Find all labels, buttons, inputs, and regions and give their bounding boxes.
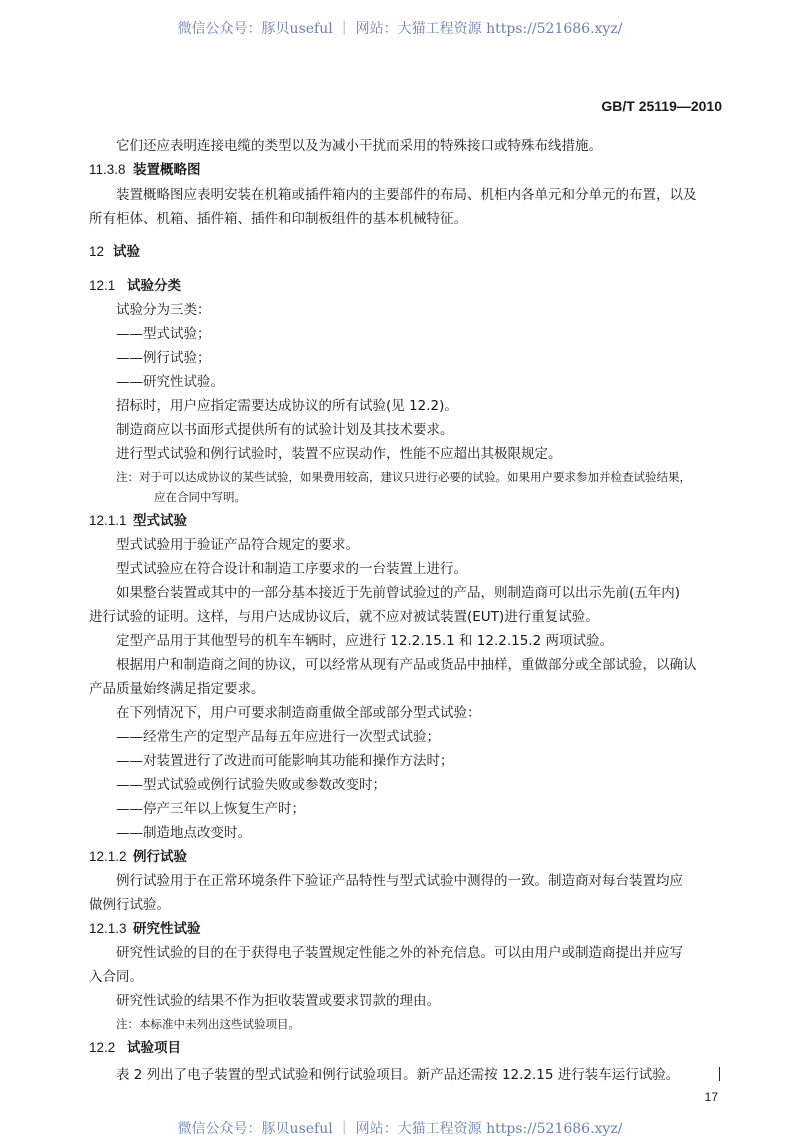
list-item: ——停产三年以上恢复生产时； <box>116 801 305 817</box>
standard-number: GB/T 25119—2010 <box>601 98 722 114</box>
watermark-bottom: 微信公众号：豚贝useful ｜ 网站：大猫工程资源 https://521686.xyz/ <box>177 1121 623 1137</box>
list-item: ——对装置进行了改进而可能影响其功能和操作方法时； <box>116 753 454 769</box>
body-line: 如果整台装置或其中的一部分基本接近于先前曾试验过的产品，则制造商可以出示先前(五年内) <box>116 585 681 601</box>
body-line: 它们还应表明连接电缆的类型以及为减小干扰而采用的特殊接口或特殊布线措施。 <box>116 138 602 154</box>
body-line: 研究性试验的目的在于获得电子装置规定性能之外的补充信息。可以由用户或制造商提出并应写 <box>116 945 683 961</box>
watermark-top: 微信公众号：豚贝useful ｜ 网站：大猫工程资源 https://521686.xyz/ <box>177 21 623 37</box>
note-line: 注：本标准中未列出这些试验项目。 <box>116 1017 300 1031</box>
body-line: 试验分为三类： <box>116 302 211 318</box>
body-line: 招标时，用户应指定需要达成协议的所有试验(见 12.2)。 <box>116 398 458 414</box>
body-line: 例行试验用于在正常环境条件下验证产品特性与型式试验中测得的一致。制造商对每台装置均应 <box>116 873 683 889</box>
body-line: 表 2 列出了电子装置的型式试验和例行试验项目。新产品还需按 12.2.15 进行装车运行试验。 <box>116 1067 680 1083</box>
list-item: ——经常生产的定型产品每五年应进行一次型式试验； <box>116 729 440 745</box>
section-heading-11-3-8: 11.3.8 装置概略图 <box>89 162 201 178</box>
change-bar <box>719 1067 720 1081</box>
section-heading-12-1-2: 12.1.2 例行试验 <box>89 849 187 865</box>
list-item: ——制造地点改变时。 <box>116 825 251 841</box>
note-line: 应在合同中写明。 <box>154 490 246 504</box>
body-line: 型式试验应在符合设计和制造工序要求的一台装置上进行。 <box>116 561 467 577</box>
note-line: 注：对于可以达成协议的某些试验，如果费用较高，建议只进行必要的试验。如果用户要求参加并检查试验结果， <box>116 470 691 484</box>
section-heading-12-1: 12.1 试验分类 <box>89 278 181 294</box>
list-item: ——型式试验； <box>116 326 211 342</box>
body-line: 在下列情况下，用户可要求制造商重做全部或部分型式试验： <box>116 705 481 721</box>
body-line: 产品质量始终满足指定要求。 <box>89 681 265 697</box>
section-heading-12-1-3: 12.1.3 研究性试验 <box>89 921 201 937</box>
body-line: 入合同。 <box>89 969 143 985</box>
body-line: 制造商应以书面形式提供所有的试验计划及其技术要求。 <box>116 422 454 438</box>
body-line: 所有柜体、机箱、插件箱、插件和印制板组件的基本机械特征。 <box>89 211 467 227</box>
body-line: 进行型式试验和例行试验时，装置不应误动作，性能不应超出其极限规定。 <box>116 446 562 462</box>
body-line: 定型产品用于其他型号的机车车辆时，应进行 12.2.15.1 和 12.2.15.2 两项试验。 <box>116 633 613 649</box>
body-line: 型式试验用于验证产品符合规定的要求。 <box>116 537 359 553</box>
section-heading-12-2: 12.2 试验项目 <box>89 1040 181 1056</box>
list-item: ——研究性试验。 <box>116 374 224 390</box>
body-line: 进行试验的证明。这样，与用户达成协议后，就不应对被试装置(EUT)进行重复试验。 <box>89 609 599 625</box>
body-line: 根据用户和制造商之间的协议，可以经常从现有产品或货品中抽样，重做部分或全部试验，以确认 <box>116 657 697 673</box>
body-line: 装置概略图应表明安装在机箱或插件箱内的主要部件的布局、机柜内各单元和分单元的布置，以及 <box>116 187 697 203</box>
body-line: 研究性试验的结果不作为拒收装置或要求罚款的理由。 <box>116 993 440 1009</box>
section-heading-12-1-1: 12.1.1 型式试验 <box>89 513 187 529</box>
section-heading-12: 12 试验 <box>89 244 140 260</box>
list-item: ——型式试验或例行试验失败或参数改变时； <box>116 777 386 793</box>
list-item: ——例行试验； <box>116 350 211 366</box>
body-line: 做例行试验。 <box>89 897 170 913</box>
page-number: 17 <box>704 1090 718 1104</box>
